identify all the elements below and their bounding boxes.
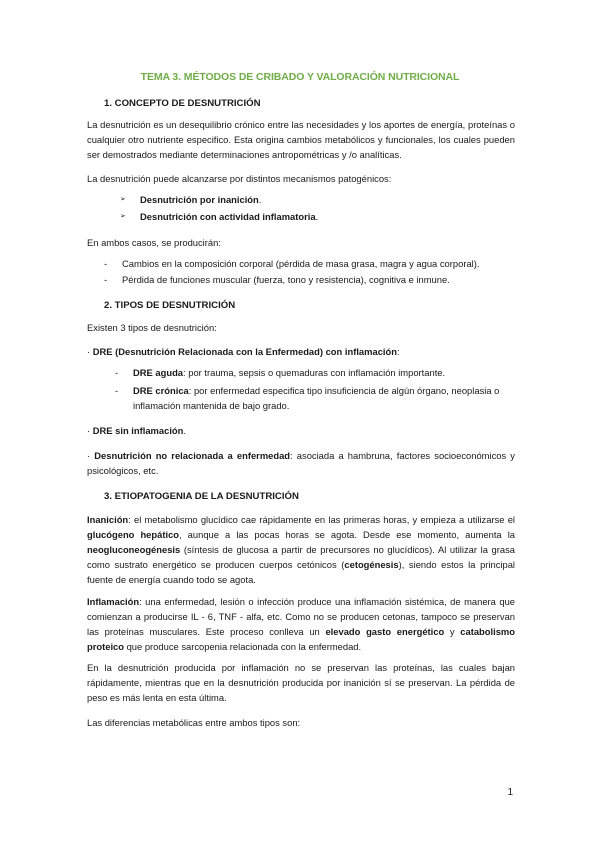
section-heading-1: 1. CONCEPTO DE DESNUTRICIÓN <box>104 98 261 109</box>
subtype-label: DRE aguda <box>133 367 184 378</box>
mid-dot: · <box>87 450 91 461</box>
text-run: y <box>444 626 461 637</box>
term-label: Inflamación <box>87 596 140 607</box>
paragraph-definition: La desnutrición es un desequilibrio crónico entre las necesidades y los aportes de energía, proteínas o cualquier otro nutriente especifico. Esta origina cambios metabólicos y funcionales, los cuales pueden ser demostrados mediante determinaciones antropométricas y /o analíticas. <box>87 119 515 160</box>
punctuation: . <box>183 425 186 436</box>
type-dre-no-inflammation <box>87 423 515 438</box>
paragraph-comparison: En la desnutrición producida por inflamación no se preservan las proteínas, las cuales bajan rápidamente, mientras que en la desnutrición producida por inanición sí se preservan. La pérdida de peso es más lenta en esta última. <box>87 662 515 703</box>
dash-bullet: - <box>115 385 119 396</box>
punctuation: . <box>258 194 262 205</box>
term-label: Inanición <box>87 514 129 525</box>
paragraph-effects-intro: En ambos casos, se producirán: <box>87 237 221 248</box>
list-item-subtype <box>133 383 518 413</box>
subtype-label: DRE crónica <box>133 385 189 396</box>
term-label: catabolismo proteico <box>87 626 515 652</box>
type-not-disease-related <box>87 448 515 478</box>
paragraph-inanition <box>87 512 515 587</box>
type-label: DRE sin inflamación <box>92 425 184 436</box>
mid-dot: · <box>87 425 91 436</box>
type-label: DRE (Desnutrición Relacionada con la Enfermedad) con inflamación <box>92 346 397 357</box>
term-label: elevado gasto energético <box>325 626 445 637</box>
paragraph-inflammation <box>87 594 515 654</box>
list-item-mechanism <box>140 209 318 224</box>
mechanism-label: Desnutrición por inanición <box>140 194 259 205</box>
paragraph-mechanisms-intro: La desnutrición puede alcanzarse por distintos mecanismos patogénicos: <box>87 173 392 184</box>
paragraph-types-intro: Existen 3 tipos de desnutrición: <box>87 322 217 333</box>
text-run: , aunque a las pocas horas se agota. Desde ese momento, aumenta la <box>179 529 515 540</box>
text-run: (síntesis de glucosa a partir de precursores no glucídicos). Al utilizar la grasa como sustrato energético se producen cuerpos cetónicos ( <box>87 544 515 570</box>
dash-bullet: - <box>104 274 108 285</box>
term-label: neogluconeogénesis <box>87 544 181 555</box>
subtype-text: : por trauma, sepsis o quemaduras con inflamación importante. <box>183 367 446 378</box>
term-label: cetogénesis <box>344 559 399 570</box>
punctuation: : <box>396 346 400 357</box>
list-item-mechanism <box>140 192 261 207</box>
subtype-text: : por enfermedad especifica tipo insuficiencia de algún órgano, neoplasia o inflamación mantenida de bajo grado. <box>133 385 500 411</box>
arrow-bullet-icon: ➢ <box>120 196 126 203</box>
paragraph-differences-intro: Las diferencias metabólicas entre ambos tipos son: <box>87 717 301 728</box>
text-run: : el metabolismo glucídico cae rápidamente en las primeras horas, y empieza a utilizarse el <box>128 514 515 525</box>
list-item-effect: Pérdida de funciones muscular (fuerza, tono y resistencia), cognitiva e inmune. <box>122 274 450 285</box>
type-text: : asociada a hambruna, factores socioeconómicos y psicológicos, etc. <box>87 450 515 476</box>
punctuation: . <box>315 211 319 222</box>
text-run: : una enfermedad, lesión o infección produce una inflamación sistémica, de manera que comienzan a producirse IL - 6, TNF - alfa, etc. Como no se producen cetonas, tampoco se preservan las proteínas musculares. Este proceso conlleva un <box>87 596 515 637</box>
section-heading-3: 3. ETIOPATOGENIA DE LA DESNUTRICIÓN <box>104 491 299 502</box>
dash-bullet: - <box>104 258 108 269</box>
list-item-subtype <box>133 365 523 380</box>
mechanism-label: Desnutrición con actividad inflamatoria <box>140 211 316 222</box>
mid-dot: · <box>87 346 91 357</box>
text-run: ), siendo estos la principal fuente de energía cuando todo se agota. <box>87 559 515 585</box>
dash-bullet: - <box>115 367 119 378</box>
type-label: Desnutrición no relacionada a enfermedad <box>94 450 291 461</box>
document-title: TEMA 3. MÉTODOS DE CRIBADO Y VALORACIÓN NUTRICIONAL <box>140 71 460 83</box>
arrow-bullet-icon: ➢ <box>120 213 126 220</box>
text-run: que produce sarcopenia relacionada con la enfermedad. <box>123 641 362 652</box>
section-heading-2: 2. TIPOS DE DESNUTRICIÓN <box>104 300 236 311</box>
term-label: glucógeno hepático <box>87 529 180 540</box>
list-item-effect: Cambios en la composición corporal (pérdida de masa grasa, magra y agua corporal). <box>122 258 480 269</box>
page-number: 1 <box>507 787 513 798</box>
type-dre-inflammation <box>87 344 515 359</box>
